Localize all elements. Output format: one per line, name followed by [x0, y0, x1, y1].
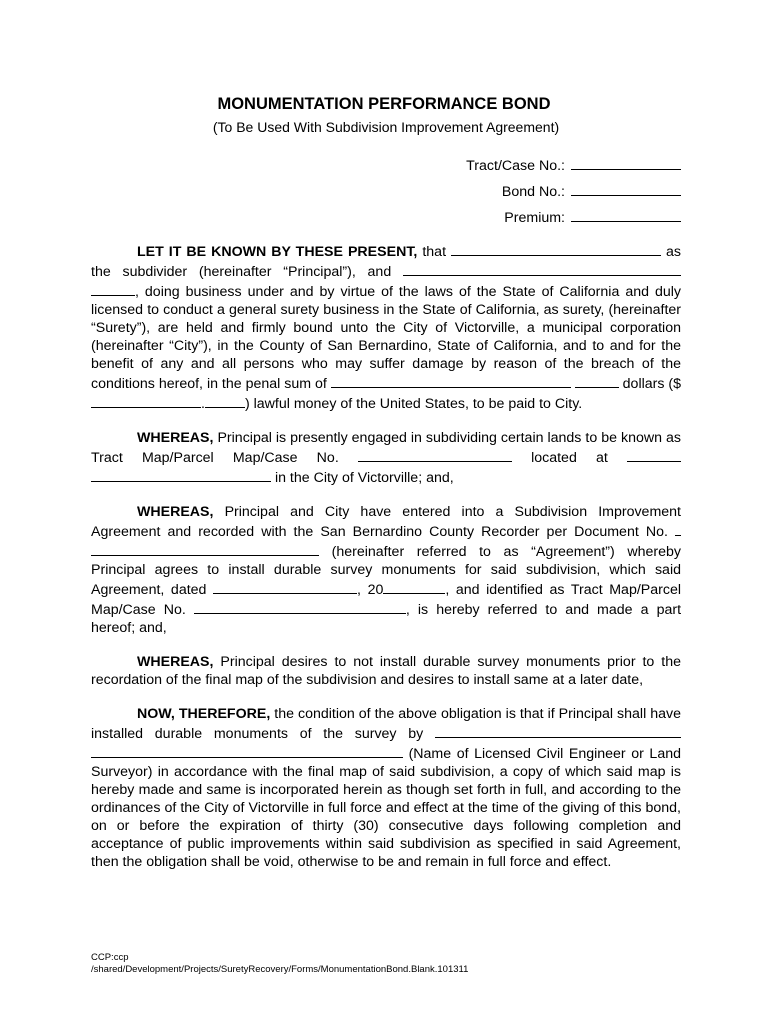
bond-no-label: Bond No.: [501, 184, 565, 200]
map-case-no-blank[interactable] [194, 599, 406, 614]
surety-name-blank-cont[interactable] [91, 281, 135, 296]
location-blank[interactable] [627, 447, 681, 462]
principal-name-blank[interactable] [451, 241, 661, 256]
surety-name-blank[interactable] [403, 261, 681, 276]
footer-file-path: /shared/Development/Projects/SuretyRecovery/Forms/MonumentationBond.Blank.101311 [91, 964, 469, 975]
footer-initials: CCP:ccp [91, 952, 129, 963]
penal-sum-words-blank-cont[interactable] [575, 373, 619, 388]
surveyor-name-blank[interactable] [435, 723, 681, 738]
document-no-blank-cont[interactable] [91, 541, 319, 556]
paragraph-whereas-1: WHEREAS, Principal is presently engaged in subdividing certain lands to be known as Tract Map/Parcel Map/Case No. located at in the City of Victorville; and, [91, 430, 681, 486]
premium-blank[interactable] [571, 207, 681, 222]
tract-map-no-blank[interactable] [358, 447, 512, 462]
document-footer [91, 952, 468, 976]
agreement-date-blank[interactable] [213, 579, 357, 594]
paragraph-whereas-3: WHEREAS, Principal desires to not install durable survey monuments prior to the recordation of the final map of the subdivision and desires to install same at a later date, [91, 654, 681, 688]
header-fields [91, 155, 681, 227]
paragraph-lead: WHEREAS, [137, 430, 214, 446]
paragraph-lead: WHEREAS, [137, 504, 214, 520]
penal-sum-words-blank[interactable] [331, 373, 571, 388]
cents-amount-blank[interactable] [205, 393, 245, 408]
document-no-blank[interactable] [675, 521, 681, 536]
paragraph-lead: WHEREAS, [137, 654, 214, 670]
paragraph-lead: LET IT BE KNOWN BY THESE PRESENT, [137, 244, 418, 260]
tract-case-blank[interactable] [571, 155, 681, 170]
location-blank-cont[interactable] [91, 467, 271, 482]
tract-case-label: Tract/Case No.: [466, 158, 565, 174]
paragraph-now-therefore: NOW, THEREFORE, the condition of the above obligation is that if Principal shall have installed durable monuments of the survey by (Name of Licensed Civil Engineer or Land Surveyor) in accordance with the final map of said subdivision, a copy of which said map is hereby made and same is incorporated herein as though set forth in full, and according to the ordinances of the City of Victorville in full force and effect at the time of the giving of this bond, on or before the expiration of thirty (30) consecutive days following completion and acceptance of public improvements within said subdivision as specified in said Agreement, then the obligation shall be void, otherwise to be and remain in full force and effect. [91, 706, 681, 870]
bond-document [91, 94, 681, 871]
paragraph-let-it-be-known: LET IT BE KNOWN BY THESE PRESENT, that as the subdivider (hereinafter “Principal”), and , doing business under and by virtue of the laws of the State of California and duly licensed to conduct a general surety business in the State of California, as surety, (hereinafter “Surety”), are held and firmly bound unto the City of Victorville, a municipal corporation (hereinafter “City”), in the County of San Bernardino, State of California, and to and for the benefit of any and all persons who may suffer damage by reason of the breach of the conditions hereof, in the penal sum of dollars ($. ) lawful money of the United States, to be paid to City. [91, 241, 681, 413]
dollars-amount-blank[interactable] [91, 393, 201, 408]
premium-field [91, 207, 681, 227]
document-title: MONUMENTATION PERFORMANCE BOND [217, 95, 551, 113]
paragraph-lead: NOW, THEREFORE, [137, 706, 271, 722]
surveyor-name-blank-cont[interactable] [91, 743, 403, 758]
premium-label: Premium: [504, 210, 565, 226]
tract-case-field [91, 155, 681, 175]
bond-no-field [91, 181, 681, 201]
paragraph-whereas-2: WHEREAS, Principal and City have entered into a Subdivision Improvement Agreement and recorded with the San Bernardino County Recorder per Document No. (hereinafter referred to as “Agreement”) whereby Principal agrees to install durable survey monuments for said subdivision, which said Agreement, dated , 20 , and identified as Tract Map/Parcel Map/Case No. , is hereby referred to and made a part hereof; and, [91, 504, 682, 636]
document-subtitle: (To Be Used With Subdivision Improvement Agreement) [212, 119, 560, 135]
bond-no-blank[interactable] [571, 181, 681, 196]
agreement-year-blank[interactable] [383, 579, 445, 594]
